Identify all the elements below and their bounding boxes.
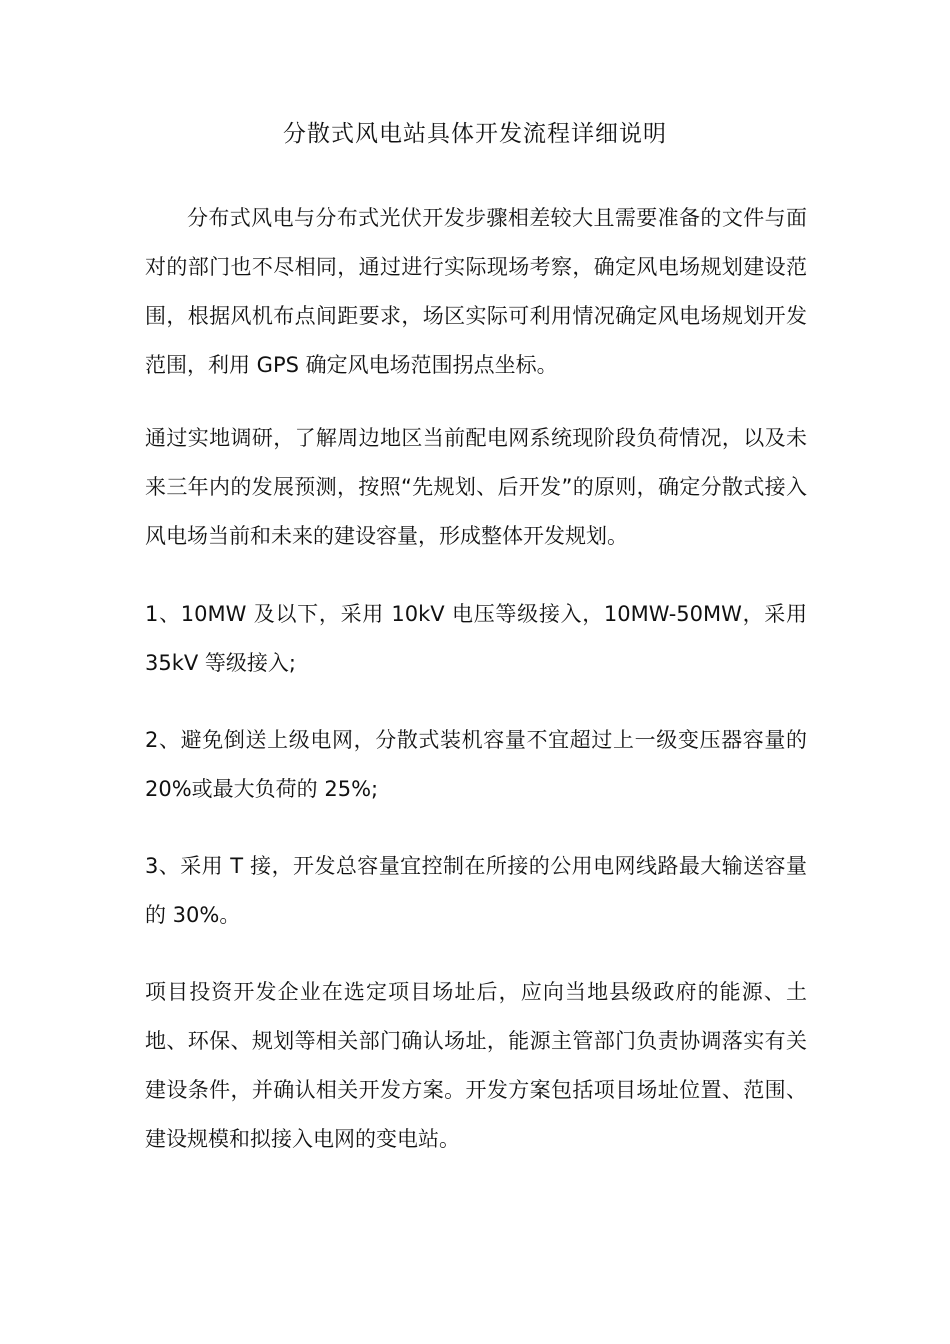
paragraph-intro: 分布式风电与分布式光伏开发步骤相差较大且需要准备的文件与面对的部门也不尽相同，通过进行实际现场考察，确定风电场规划建设范围，根据风机布点间距要求，场区实际可利用情况确定风电场规划开发范围，利用 GPS 确定风电场范围拐点坐标。 (145, 206, 807, 377)
document-title: 分散式风电站具体开发流程详细说明 (283, 121, 667, 147)
paragraph-rule-3: 3、采用 T 接，开发总容量宜控制在所接的公用电网线路最大输送容量的 30%。 (145, 854, 807, 927)
paragraph-rule-1: 1、10MW 及以下，采用 10kV 电压等级接入，10MW-50MW，采用 35kV 等级接入; (145, 602, 807, 675)
paragraph-survey: 通过实地调研，了解周边地区当前配电网系统现阶段负荷情况，以及未来三年内的发展预测，按照“先规划、后开发”的原则，确定分散式接入风电场当前和未来的建设容量，形成整体开发规划。 (145, 426, 807, 548)
paragraph-rule-2: 2、避免倒送上级电网，分散式装机容量不宜超过上一级变压器容量的 20%或最大负荷的 25%; (145, 728, 807, 801)
paragraph-site-confirmation: 项目投资开发企业在选定项目场址后，应向当地县级政府的能源、土地、环保、规划等相关部门确认场址，能源主管部门负责协调落实有关建设条件，并确认相关开发方案。开发方案包括项目场址位置、范围、建设规模和拟接入电网的变电站。 (145, 980, 807, 1151)
